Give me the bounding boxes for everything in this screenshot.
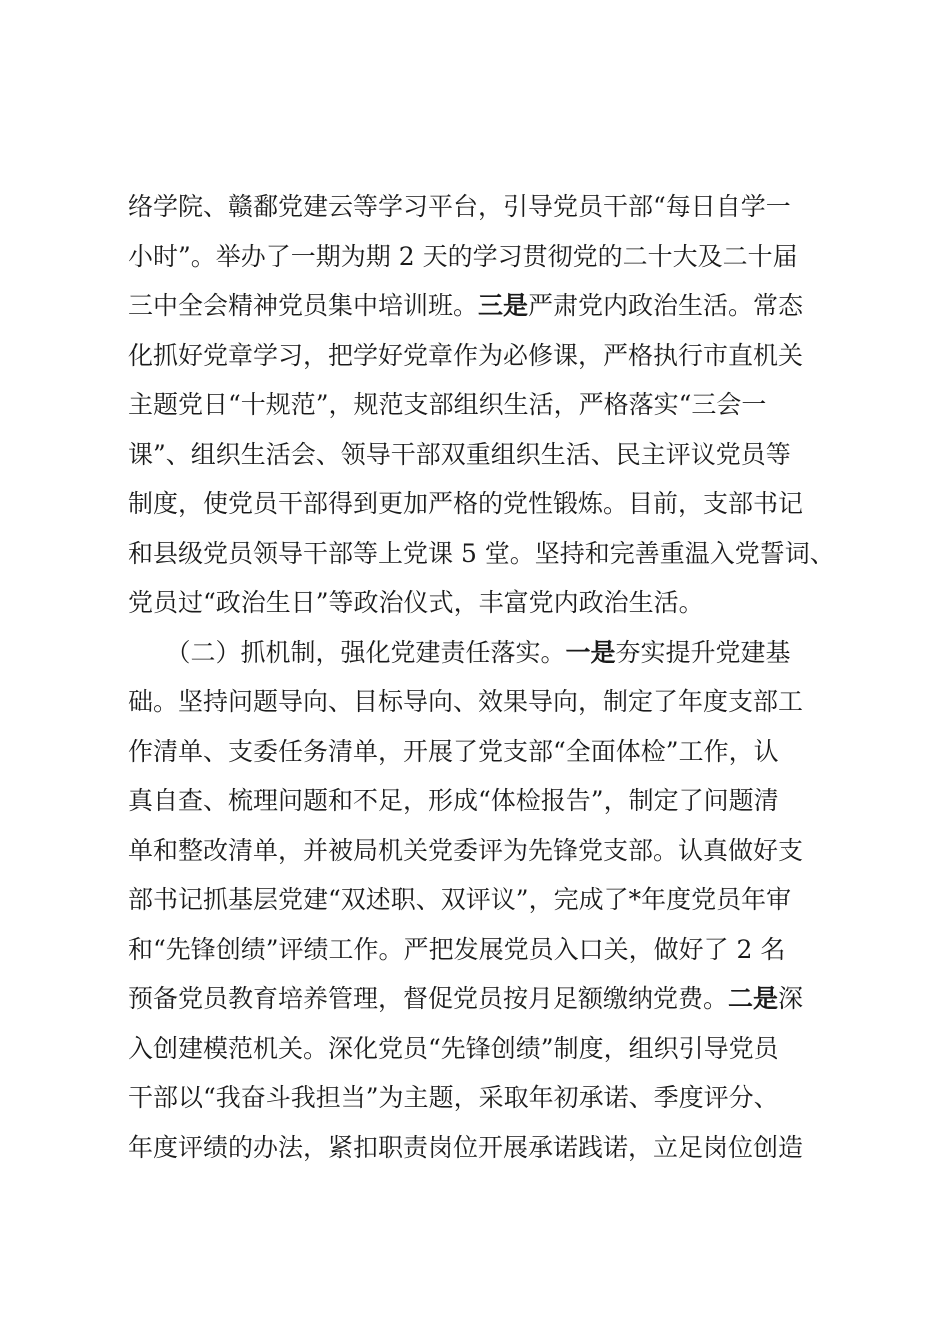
- text-line: [128, 875, 848, 925]
- text-line: [128, 776, 848, 826]
- text-line: [128, 727, 848, 777]
- text-run: 真自查、梳理问题和不足，形成“体检报告”，制定了问题清: [128, 786, 779, 815]
- text-run: 础。坚持问题导向、目标导向、效果导向，制定了年度支部工: [128, 687, 804, 716]
- text-run: 作清单、支委任务清单，开展了党支部“全面体检”工作，认: [128, 736, 779, 766]
- text-run: （二）抓机制，强化党建责任落实。: [128, 637, 566, 667]
- text-run: 化抓好党章学习，把学好党章作为必修课，严格执行市直机关: [128, 340, 804, 370]
- text-line: [128, 826, 848, 876]
- text-run: 入创建模范机关。深化党员“先锋创绩”制度，组织引导党员: [128, 1033, 779, 1063]
- text-line: [128, 925, 848, 975]
- text-line: [128, 578, 848, 628]
- text-run: 制度，使党员干部得到更加严格的党性锻炼。目前，支部书记: [128, 489, 804, 518]
- bold-lead-phrase: 一是: [565, 637, 616, 667]
- text-run: 干部以“我奋斗我担当”为主题，采取年初承诺、季度评分、: [128, 1083, 779, 1112]
- text-run: 课”、组织生活会、领导干部双重组织生活、民主评议党员等: [128, 439, 791, 469]
- text-line: [128, 380, 848, 430]
- text-run: 预备党员教育培养管理，督促党员按月足额缴纳党费。: [128, 984, 729, 1013]
- text-line: [128, 529, 848, 579]
- text-line: [128, 628, 848, 678]
- text-line: [128, 677, 848, 727]
- text-line: [128, 182, 848, 232]
- text-line: [128, 430, 848, 480]
- text-line: [128, 974, 848, 1024]
- text-run: 单和整改清单，并被局机关党委评为先锋党支部。认真做好支: [128, 835, 804, 865]
- bold-lead-phrase: 三是: [478, 291, 529, 320]
- text-run: 夯实提升党建基: [615, 637, 791, 667]
- text-run: 深: [778, 984, 804, 1013]
- text-line: [128, 1073, 848, 1123]
- text-run: 严肃党内政治生活。常态: [528, 291, 804, 320]
- text-run: 主题党日“十规范”，规范支部组织生活，严格落实“三会一: [128, 390, 767, 419]
- text-run: 和“先锋创绩”评绩工作。严把发展党员入口关，做好了 2 名: [128, 934, 786, 964]
- bold-lead-phrase: 二是: [728, 984, 779, 1013]
- text-line: [128, 281, 848, 331]
- text-line: [128, 331, 848, 381]
- text-run: 年度评绩的办法，紧扣职责岗位开展承诺践诺，立足岗位创造: [128, 1132, 804, 1162]
- body-text: [128, 182, 848, 1172]
- text-run: 和县级党员领导干部等上党课 5 堂。坚持和完善重温入党誓词、: [128, 538, 835, 568]
- text-run: 三中全会精神党员集中培训班。: [128, 291, 479, 320]
- text-run: 党员过“政治生日”等政治仪式，丰富党内政治生活。: [128, 588, 704, 617]
- text-line: [128, 232, 848, 282]
- text-run: 小时”。举办了一期为期 2 天的学习贯彻党的二十大及二十届: [128, 241, 798, 271]
- text-line: [128, 1024, 848, 1074]
- text-run: 部书记抓基层党建“双述职、双评议”，完成了*年度党员年审: [128, 885, 792, 914]
- text-line: [128, 1123, 848, 1173]
- text-run: 络学院、赣鄱党建云等学习平台，引导党员干部“每日自学一: [128, 192, 791, 221]
- text-line: [128, 479, 848, 529]
